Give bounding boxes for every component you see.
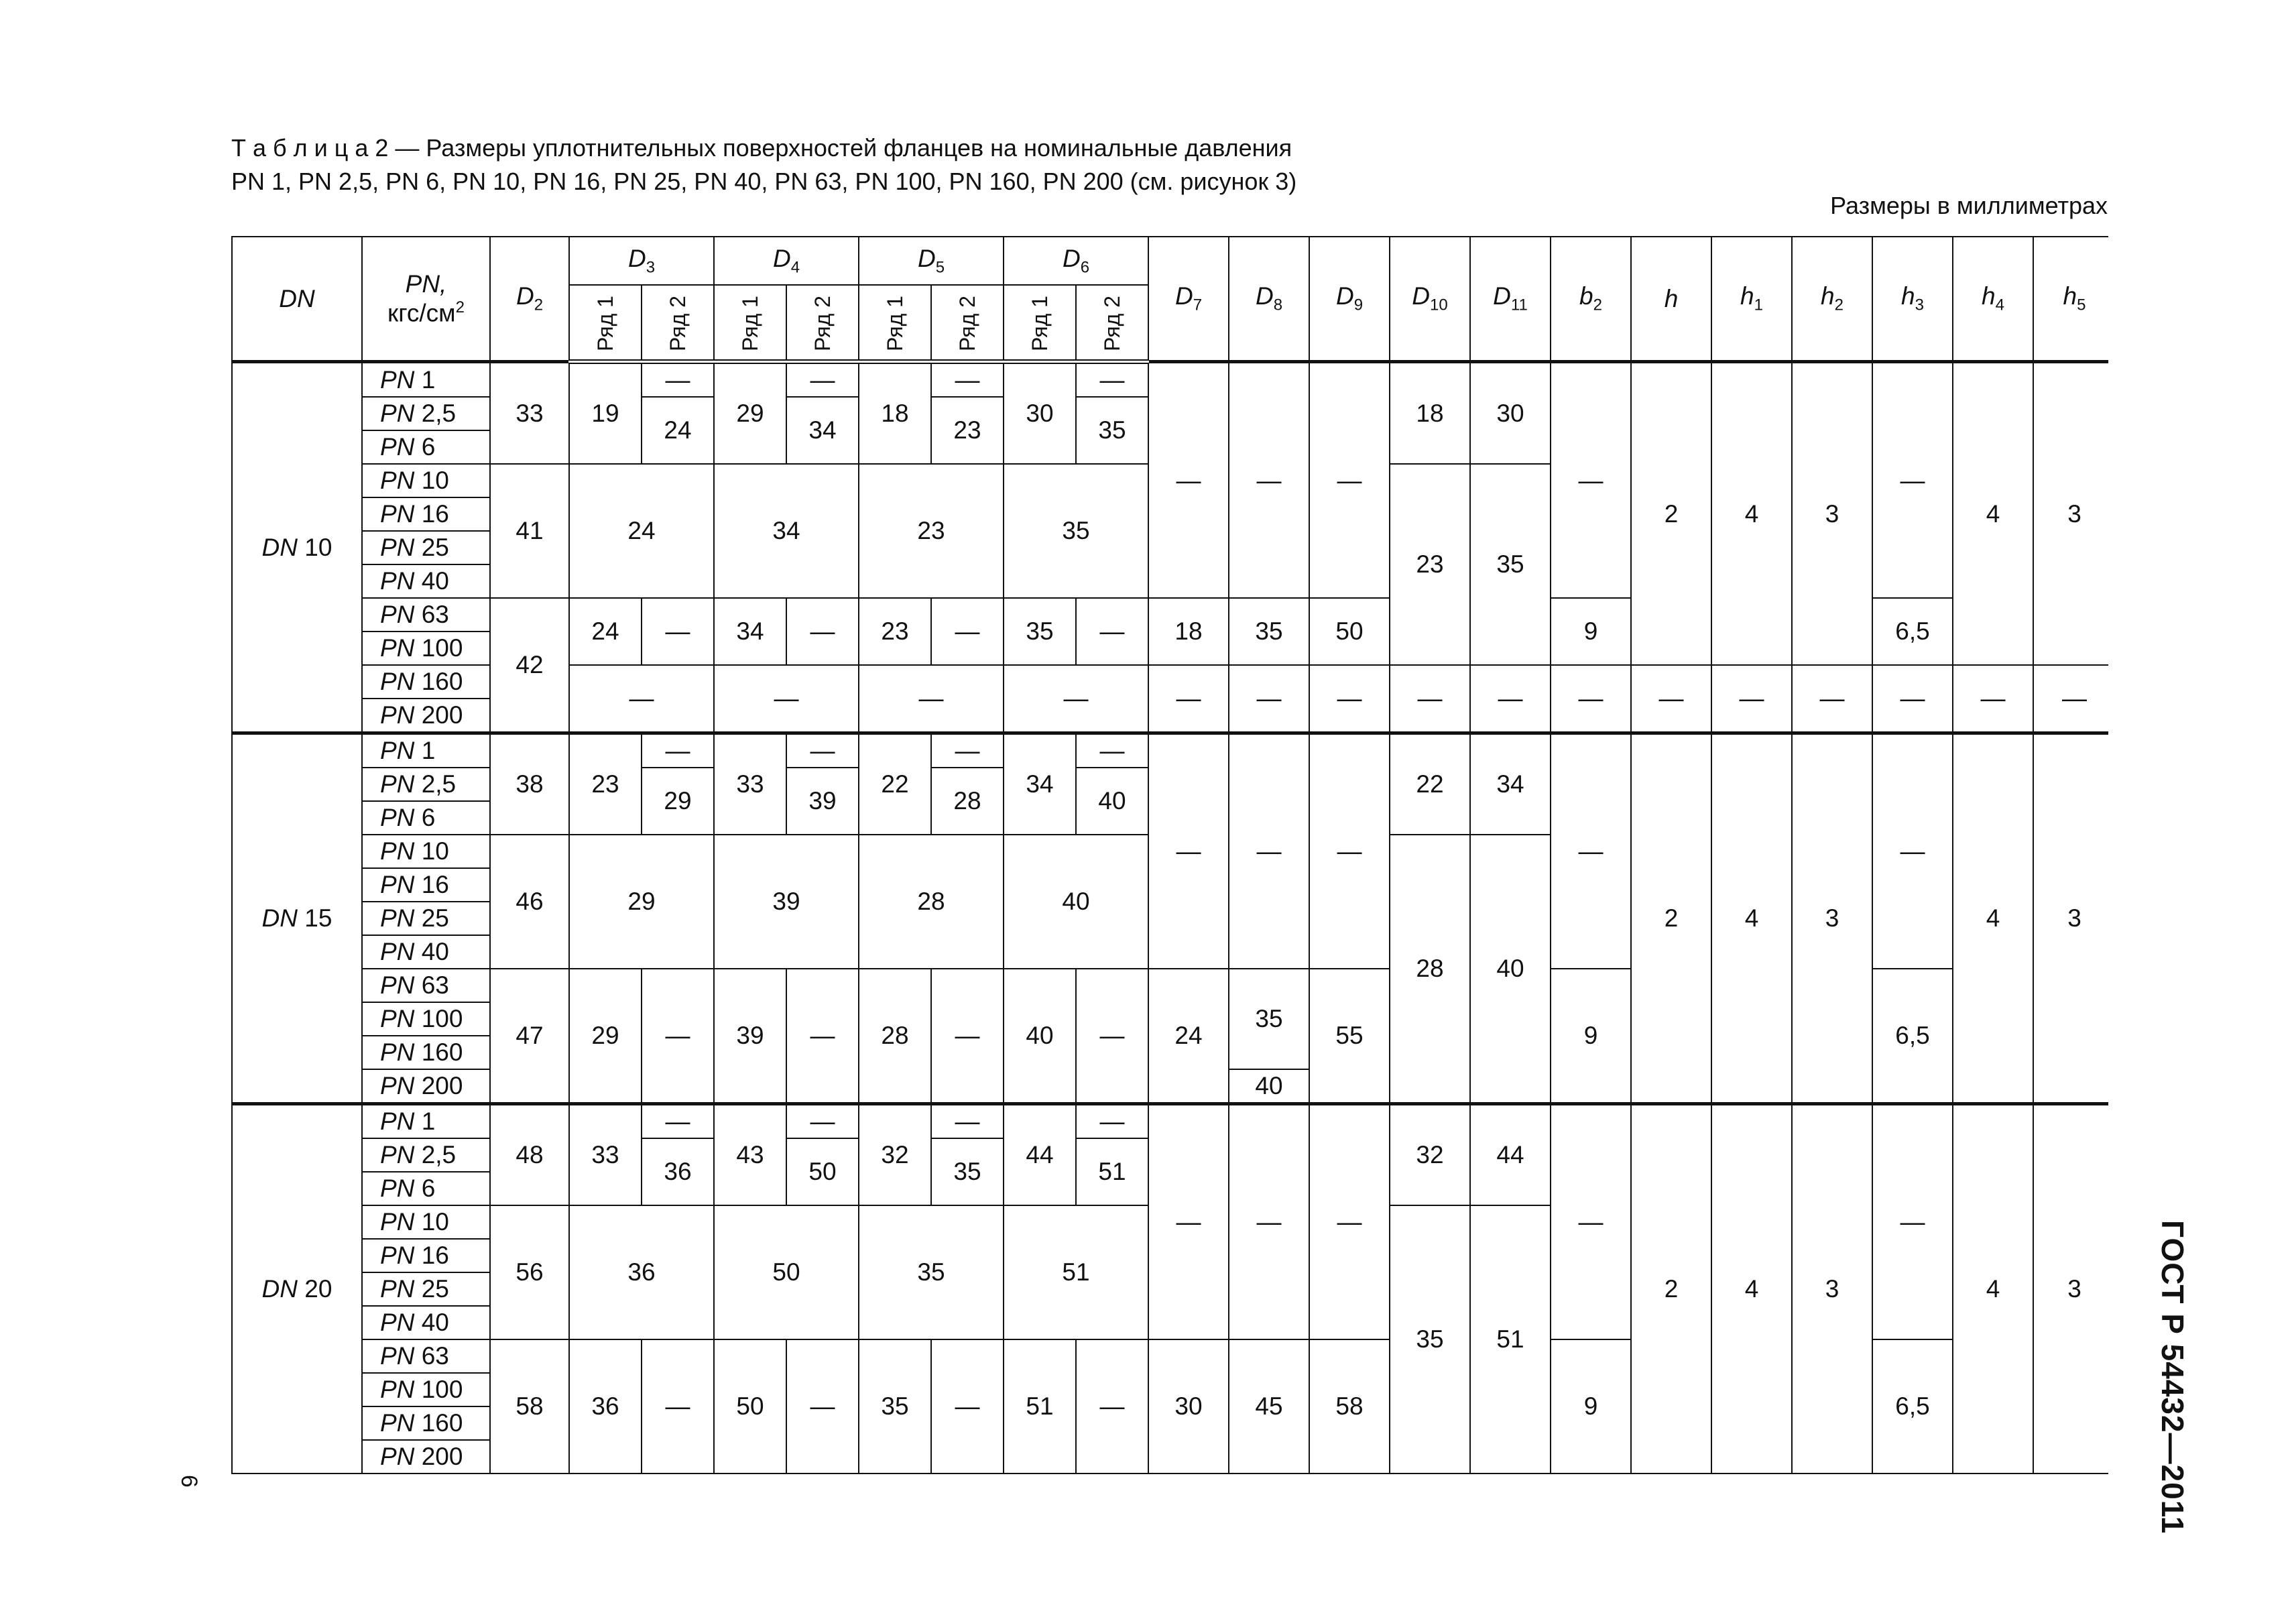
- d11-cell: 40: [1470, 835, 1551, 1104]
- pn-prefix: PN: [380, 804, 415, 831]
- d6-row2-cell: —: [1076, 733, 1148, 768]
- page-number: 6: [176, 1475, 202, 1488]
- d3-row1-cell: 29: [569, 969, 642, 1104]
- d10-cell: 18: [1390, 362, 1470, 465]
- h3-cell: 6,5: [1872, 969, 1953, 1104]
- d4-row1-cell: 43: [714, 1104, 786, 1206]
- d6-cell: 40: [1004, 835, 1148, 969]
- pn-prefix: PN: [380, 837, 415, 865]
- pn-cell: [362, 362, 490, 398]
- pn-cell: [362, 397, 490, 430]
- pn-prefix: PN: [380, 904, 415, 932]
- h-cell: —: [1631, 665, 1711, 733]
- dn-label: DN: [261, 1275, 298, 1303]
- table-caption: [231, 131, 2108, 198]
- pn-value: 16: [421, 1242, 449, 1269]
- header-b2: $b_2$: [1551, 237, 1631, 362]
- pn-value: 40: [421, 938, 449, 965]
- d3-row2-cell: 36: [642, 1138, 714, 1205]
- header-d5-row1: Ряд 1: [859, 285, 931, 362]
- d5-cell: 35: [859, 1205, 1004, 1339]
- d4-row2-cell: —: [786, 598, 859, 665]
- d5-row2-cell: —: [931, 598, 1004, 665]
- pn-cell: [362, 935, 490, 969]
- d10-cell: 22: [1390, 733, 1470, 835]
- pn-cell: [362, 835, 490, 868]
- h-cell: 2: [1631, 362, 1711, 666]
- pn-cell: [362, 531, 490, 564]
- d2-cell: 42: [490, 598, 569, 733]
- pn-value: 160: [421, 668, 463, 695]
- pn-value: 200: [421, 701, 463, 729]
- pn-cell: [362, 768, 490, 801]
- d9-cell: 50: [1309, 598, 1390, 665]
- pn-cell: [362, 1172, 490, 1205]
- d9-cell: 55: [1309, 969, 1390, 1104]
- pn-prefix: PN: [380, 1409, 415, 1437]
- b2-cell: —: [1551, 1104, 1631, 1340]
- pn-cell: [362, 665, 490, 699]
- pn-prefix: PN: [380, 1072, 415, 1099]
- d6-row1-cell: 44: [1004, 1104, 1076, 1206]
- header-d6: $D_6$: [1004, 237, 1148, 285]
- pn-cell: [362, 497, 490, 531]
- d6-row2-cell: —: [1076, 1104, 1148, 1139]
- d5-row1-cell: 22: [859, 733, 931, 835]
- d10-cell: 28: [1390, 835, 1470, 1104]
- pn-prefix: PN: [380, 737, 415, 764]
- pn-value: 100: [421, 1005, 463, 1032]
- d6-cell: —: [1004, 665, 1148, 733]
- d11-cell: 44: [1470, 1104, 1551, 1206]
- pn-value: 1: [421, 737, 436, 764]
- d3-row2-cell: —: [642, 969, 714, 1104]
- table-container: [231, 236, 2108, 1495]
- d3-row1-cell: 24: [569, 598, 642, 665]
- d2-cell: 46: [490, 835, 569, 969]
- pn-prefix: PN: [380, 601, 415, 628]
- pn-prefix: PN: [380, 1141, 415, 1168]
- d5-row2-cell: —: [931, 969, 1004, 1104]
- d4-row1-cell: 50: [714, 1339, 786, 1474]
- d6-cell: 51: [1004, 1205, 1148, 1339]
- h3-cell: 6,5: [1872, 598, 1953, 665]
- h5-cell: 3: [2033, 1104, 2108, 1474]
- header-h3: $h_3$: [1872, 237, 1953, 362]
- d6-row2-cell: —: [1076, 598, 1148, 665]
- h4-cell: —: [1953, 665, 2033, 733]
- d6-row2-cell: —: [1076, 362, 1148, 398]
- h-cell: 2: [1631, 733, 1711, 1104]
- pn-prefix: PN: [380, 938, 415, 965]
- header-pn: PN, кгс/$см^2$: [362, 237, 490, 362]
- pn-cell: [362, 1440, 490, 1474]
- pn-prefix: PN: [380, 971, 415, 999]
- d5-row1-cell: 32: [859, 1104, 931, 1206]
- d3-row2-cell: 29: [642, 768, 714, 835]
- header-h: h: [1631, 237, 1711, 362]
- header-h4: $h_4$: [1953, 237, 2033, 362]
- pn-cell: [362, 1104, 490, 1139]
- pn-cell: [362, 733, 490, 768]
- dn-value: 10: [304, 533, 333, 561]
- pn-cell: [362, 699, 490, 733]
- pn-prefix: PN: [380, 1275, 415, 1303]
- d4-row1-cell: 33: [714, 733, 786, 835]
- flange-dimensions-table: [231, 236, 2108, 1474]
- d4-row1-cell: 29: [714, 362, 786, 465]
- d4-row1-cell: 34: [714, 598, 786, 665]
- h4-cell: 4: [1953, 362, 2033, 666]
- d3-cell: 36: [569, 1205, 714, 1339]
- header-d4: $D_4$: [714, 237, 859, 285]
- d5-row1-cell: 35: [859, 1339, 931, 1474]
- b2-cell: —: [1551, 733, 1631, 969]
- header-d3-row1: Ряд 1: [569, 285, 642, 362]
- d7-cell: 30: [1148, 1339, 1229, 1474]
- h1-cell: 4: [1711, 733, 1792, 1104]
- d4-cell: —: [714, 665, 859, 733]
- d3-row1-cell: 19: [569, 362, 642, 465]
- pn-cell: [362, 1306, 490, 1339]
- h4-cell: 4: [1953, 1104, 2033, 1474]
- pn-cell: [362, 632, 490, 665]
- d7-cell: —: [1148, 1104, 1229, 1340]
- pn-value: 1: [421, 1107, 436, 1135]
- d5-row2-cell: —: [931, 733, 1004, 768]
- pn-cell: [362, 1205, 490, 1239]
- h3-cell: —: [1872, 665, 1953, 733]
- d3-cell: 29: [569, 835, 714, 969]
- d5-cell: —: [859, 665, 1004, 733]
- d6-cell: 35: [1004, 464, 1148, 598]
- h1-cell: 4: [1711, 1104, 1792, 1474]
- pn-cell: [362, 598, 490, 632]
- d9-cell: —: [1309, 362, 1390, 599]
- h2-cell: —: [1792, 665, 1872, 733]
- pn-prefix: PN: [380, 567, 415, 595]
- pn-prefix: PN: [380, 365, 415, 394]
- dn-value: 15: [304, 904, 333, 932]
- d8-cell: —: [1229, 1104, 1309, 1340]
- pn-value: 16: [421, 871, 449, 898]
- b2-cell: —: [1551, 362, 1631, 599]
- pn-value: 63: [421, 971, 449, 999]
- d5-row1-cell: 23: [859, 598, 931, 665]
- header-d3-row2: Ряд 2: [642, 285, 714, 362]
- pn-value: 25: [421, 534, 449, 561]
- d6-row2-cell: 35: [1076, 397, 1148, 464]
- pn-prefix: PN: [380, 433, 415, 461]
- d5-cell: 28: [859, 835, 1004, 969]
- d5-row2-cell: —: [931, 362, 1004, 398]
- pn-value: 160: [421, 1038, 463, 1066]
- pn-value: 40: [421, 567, 449, 595]
- h3-cell: —: [1872, 733, 1953, 969]
- h2-cell: 3: [1792, 1104, 1872, 1474]
- d5-row1-cell: 28: [859, 969, 931, 1104]
- h1-cell: 4: [1711, 362, 1792, 666]
- d11-cell: 30: [1470, 362, 1551, 465]
- pn-cell: [362, 1138, 490, 1172]
- header-d5: $D_5$: [859, 237, 1004, 285]
- pn-prefix: PN: [380, 1309, 415, 1336]
- b2-cell: —: [1551, 665, 1631, 733]
- d5-row2-cell: 35: [931, 1138, 1004, 1205]
- d11-cell: —: [1470, 665, 1551, 733]
- d3-row2-cell: —: [642, 733, 714, 768]
- pn-value: 63: [421, 601, 449, 628]
- pn-cell: [362, 1373, 490, 1406]
- d4-row2-cell: —: [786, 1339, 859, 1474]
- pn-value: 2,5: [421, 1141, 457, 1168]
- pn-value: 40: [421, 1309, 449, 1336]
- caption-prefix: Т а б л и ц а 2 — Размеры уплотнительных поверхностей фланцев на номинальные давления: [231, 134, 1292, 162]
- pn-prefix: PN: [380, 634, 415, 662]
- pn-cell: [362, 430, 490, 464]
- pn-cell: [362, 868, 490, 902]
- d4-row2-cell: —: [786, 362, 859, 398]
- pn-prefix: PN: [380, 1107, 415, 1135]
- pn-value: 6: [421, 433, 436, 461]
- caption-line: PN 1, PN 2,5, PN 6, PN 10, PN 16, PN 25, PN 40, PN 63, PN 100, PN 160, PN 200 (см. рисунок 3): [231, 168, 1297, 195]
- d4-row1-cell: 39: [714, 969, 786, 1104]
- d4-cell: 50: [714, 1205, 859, 1339]
- d2-cell: 58: [490, 1339, 569, 1474]
- pn-value: 10: [421, 837, 449, 865]
- d10-cell: 23: [1390, 464, 1470, 665]
- d4-cell: 39: [714, 835, 859, 969]
- header-d9: $D_9$: [1309, 237, 1390, 362]
- pn-prefix: PN: [380, 668, 415, 695]
- d4-row2-cell: —: [786, 969, 859, 1104]
- pn-value: 200: [421, 1072, 463, 1099]
- pn-prefix: PN: [380, 871, 415, 898]
- h1-cell: —: [1711, 665, 1792, 733]
- h5-cell: 3: [2033, 733, 2108, 1104]
- pn-prefix: PN: [380, 1342, 415, 1370]
- dn-label: DN: [261, 533, 298, 561]
- d2-cell: 56: [490, 1205, 569, 1339]
- pn-prefix: PN: [380, 467, 415, 494]
- document-code: ГОСТ Р 54432—2011: [2155, 1220, 2190, 1535]
- pn-cell: [362, 564, 490, 598]
- pn-prefix: PN: [380, 1376, 415, 1403]
- header-h2: $h_2$: [1792, 237, 1872, 362]
- dn-value: 20: [304, 1275, 333, 1303]
- pn-cell: [362, 464, 490, 497]
- d8-cell: —: [1229, 362, 1309, 599]
- d2-cell: 38: [490, 733, 569, 835]
- d8-cell: 45: [1229, 1339, 1309, 1474]
- b2-cell: 9: [1551, 598, 1631, 665]
- d6-row1-cell: 51: [1004, 1339, 1076, 1474]
- dn-label: DN: [261, 904, 298, 932]
- d4-row2-cell: 34: [786, 397, 859, 464]
- h5-cell: —: [2033, 665, 2108, 733]
- d3-row2-cell: 24: [642, 397, 714, 464]
- pn-prefix: PN: [380, 534, 415, 561]
- pn-prefix: PN: [380, 1208, 415, 1236]
- dn-cell: [232, 1104, 362, 1474]
- d2-cell: 41: [490, 464, 569, 598]
- pn-prefix: PN: [380, 770, 415, 798]
- pn-cell: [362, 1069, 490, 1104]
- d7-cell: —: [1148, 733, 1229, 969]
- d2-cell: 48: [490, 1104, 569, 1206]
- d8-cell: 40: [1229, 1069, 1309, 1104]
- h2-cell: 3: [1792, 362, 1872, 666]
- d11-cell: 34: [1470, 733, 1551, 835]
- pn-prefix: PN: [380, 1175, 415, 1202]
- pn-prefix: PN: [380, 701, 415, 729]
- d6-row2-cell: 40: [1076, 768, 1148, 835]
- d8-cell: 35: [1229, 598, 1309, 665]
- d3-row2-cell: —: [642, 1104, 714, 1139]
- header-d3: $D_3$: [569, 237, 714, 285]
- d10-cell: 35: [1390, 1205, 1470, 1474]
- b2-cell: 9: [1551, 1339, 1631, 1474]
- dn-cell: [232, 362, 362, 733]
- pn-prefix: PN: [380, 400, 415, 427]
- d4-row2-cell: —: [786, 733, 859, 768]
- header-dn: DN: [232, 237, 362, 362]
- pn-prefix: PN: [380, 1242, 415, 1269]
- h3-cell: 6,5: [1872, 1339, 1953, 1474]
- header-d5-row2: Ряд 2: [931, 285, 1004, 362]
- d3-row2-cell: —: [642, 598, 714, 665]
- d3-row1-cell: 36: [569, 1339, 642, 1474]
- pn-cell: [362, 801, 490, 835]
- pn-value: 10: [421, 467, 449, 494]
- d6-row2-cell: —: [1076, 1339, 1148, 1474]
- pn-prefix: PN: [380, 500, 415, 528]
- header-d2: $D_2$: [490, 237, 569, 362]
- header-d11: $D_{11}$: [1470, 237, 1551, 362]
- pn-value: 100: [421, 634, 463, 662]
- header-d4-row2: Ряд 2: [786, 285, 859, 362]
- d5-row2-cell: —: [931, 1339, 1004, 1474]
- header-d4-row1: Ряд 1: [714, 285, 786, 362]
- header-d7: $D_7$: [1148, 237, 1229, 362]
- d4-row2-cell: 39: [786, 768, 859, 835]
- d5-row2-cell: 23: [931, 397, 1004, 464]
- pn-prefix: PN: [380, 1443, 415, 1470]
- d6-row2-cell: 51: [1076, 1138, 1148, 1205]
- pn-value: 63: [421, 1342, 449, 1370]
- pn-value: 160: [421, 1409, 463, 1437]
- d9-cell: —: [1309, 733, 1390, 969]
- pn-cell: [362, 1406, 490, 1440]
- h-cell: 2: [1631, 1104, 1711, 1474]
- d9-cell: —: [1309, 1104, 1390, 1340]
- d5-cell: 23: [859, 464, 1004, 598]
- pn-value: 6: [421, 1175, 436, 1202]
- header-h5: $h_5$: [2033, 237, 2108, 362]
- pn-value: 6: [421, 804, 436, 831]
- d6-row2-cell: —: [1076, 969, 1148, 1104]
- d5-row1-cell: 18: [859, 362, 931, 465]
- pn-cell: [362, 1002, 490, 1036]
- d10-cell: —: [1390, 665, 1470, 733]
- d6-row1-cell: 34: [1004, 733, 1076, 835]
- d10-cell: 32: [1390, 1104, 1470, 1206]
- d8-cell: 35: [1229, 969, 1309, 1069]
- d3-row2-cell: —: [642, 362, 714, 398]
- d6-row1-cell: 35: [1004, 598, 1076, 665]
- h2-cell: 3: [1792, 733, 1872, 1104]
- pn-prefix: PN: [380, 1005, 415, 1032]
- d4-cell: 34: [714, 464, 859, 598]
- d6-row1-cell: 40: [1004, 969, 1076, 1104]
- d9-cell: —: [1309, 665, 1390, 733]
- d6-row1-cell: 30: [1004, 362, 1076, 465]
- dn-cell: [232, 733, 362, 1104]
- h4-cell: 4: [1953, 733, 2033, 1104]
- d7-cell: 18: [1148, 598, 1229, 665]
- d5-row2-cell: 28: [931, 768, 1004, 835]
- h3-cell: —: [1872, 362, 1953, 599]
- pn-value: 200: [421, 1443, 463, 1470]
- header-d6-row2: Ряд 2: [1076, 285, 1148, 362]
- pn-prefix: PN: [380, 1038, 415, 1066]
- pn-cell: [362, 969, 490, 1002]
- pn-cell: [362, 1339, 490, 1373]
- units-note: Размеры в миллиметрах: [1830, 192, 2108, 219]
- pn-value: 100: [421, 1376, 463, 1403]
- pn-value: 2,5: [421, 400, 457, 427]
- d7-cell: —: [1148, 665, 1229, 733]
- d3-row1-cell: 33: [569, 1104, 642, 1206]
- d3-row2-cell: —: [642, 1339, 714, 1474]
- pn-value: 25: [421, 904, 449, 932]
- header-d10: $D_{10}$: [1390, 237, 1470, 362]
- d8-cell: —: [1229, 733, 1309, 969]
- pn-cell: [362, 1239, 490, 1272]
- table-body: [232, 362, 2108, 1474]
- d9-cell: 58: [1309, 1339, 1390, 1474]
- pn-value: 1: [421, 365, 436, 394]
- d2-cell: 33: [490, 362, 569, 465]
- pn-value: 25: [421, 1275, 449, 1303]
- d4-row2-cell: 50: [786, 1138, 859, 1205]
- pn-cell: [362, 1272, 490, 1306]
- h3-cell: —: [1872, 1104, 1953, 1340]
- pn-value: 16: [421, 500, 449, 528]
- d11-cell: 51: [1470, 1205, 1551, 1474]
- header-d8: $D_8$: [1229, 237, 1309, 362]
- d3-cell: —: [569, 665, 714, 733]
- d8-cell: —: [1229, 665, 1309, 733]
- pn-cell: [362, 902, 490, 935]
- h5-cell: 3: [2033, 362, 2108, 666]
- pn-value: 10: [421, 1208, 449, 1236]
- d5-row2-cell: —: [931, 1104, 1004, 1139]
- d7-cell: 24: [1148, 969, 1229, 1104]
- d4-row2-cell: —: [786, 1104, 859, 1139]
- pn-cell: [362, 1036, 490, 1069]
- d11-cell: 35: [1470, 464, 1551, 665]
- b2-cell: 9: [1551, 969, 1631, 1104]
- d3-row1-cell: 23: [569, 733, 642, 835]
- d7-cell: —: [1148, 362, 1229, 599]
- d2-cell: 47: [490, 969, 569, 1104]
- d3-cell: 24: [569, 464, 714, 598]
- pn-value: 2,5: [421, 770, 457, 798]
- header-d6-row1: Ряд 1: [1004, 285, 1076, 362]
- header-h1: $h_1$: [1711, 237, 1792, 362]
